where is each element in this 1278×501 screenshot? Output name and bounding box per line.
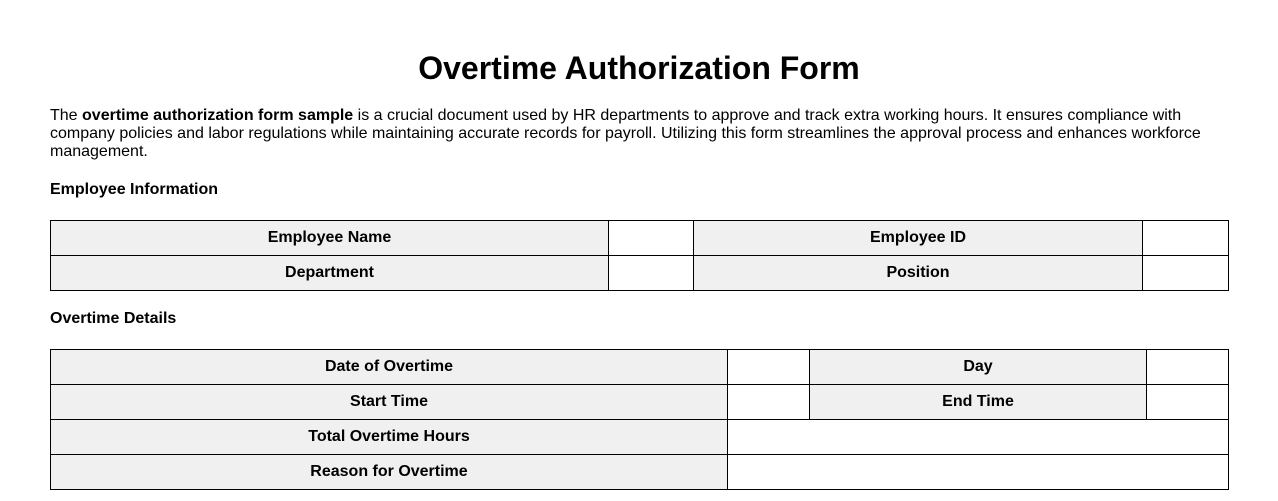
intro-suffix: is a crucial document used by HR departments to approve and track extra working hours. It ensures compliance with company policies and labor regulations while maintaining accurate records for payroll. Utilizing this form streamlines the approval process and enhances workforce management. <box>50 107 1201 160</box>
employee-name-field[interactable] <box>609 221 694 256</box>
position-label: Position <box>694 256 1143 291</box>
reason-field[interactable] <box>728 455 1229 490</box>
table-row <box>51 350 1229 385</box>
date-field[interactable] <box>728 350 810 385</box>
employee-info-table <box>50 220 1229 291</box>
table-row <box>51 221 1229 256</box>
reason-label: Reason for Overtime <box>51 455 728 490</box>
start-time-label: Start Time <box>51 385 728 420</box>
position-field[interactable] <box>1143 256 1229 291</box>
intro-paragraph <box>50 107 1230 161</box>
end-time-label: End Time <box>810 385 1147 420</box>
end-time-field[interactable] <box>1147 385 1229 420</box>
table-row <box>51 256 1229 291</box>
department-label: Department <box>51 256 609 291</box>
table-row <box>51 385 1229 420</box>
table-row <box>51 455 1229 490</box>
total-hours-field[interactable] <box>728 420 1229 455</box>
day-field[interactable] <box>1147 350 1229 385</box>
date-label: Date of Overtime <box>51 350 728 385</box>
department-field[interactable] <box>609 256 694 291</box>
employee-id-field[interactable] <box>1143 221 1229 256</box>
day-label: Day <box>810 350 1147 385</box>
employee-info-heading: Employee Information <box>50 181 219 198</box>
employee-id-label: Employee ID <box>694 221 1143 256</box>
employee-name-label: Employee Name <box>51 221 609 256</box>
start-time-field[interactable] <box>728 385 810 420</box>
intro-bold: overtime authorization form sample <box>82 107 354 124</box>
total-hours-label: Total Overtime Hours <box>51 420 728 455</box>
table-row <box>51 420 1229 455</box>
overtime-details-table <box>50 349 1229 490</box>
overtime-details-heading: Overtime Details <box>50 310 177 327</box>
page-title: Overtime Authorization Form <box>418 50 860 86</box>
intro-prefix: The <box>50 107 83 124</box>
